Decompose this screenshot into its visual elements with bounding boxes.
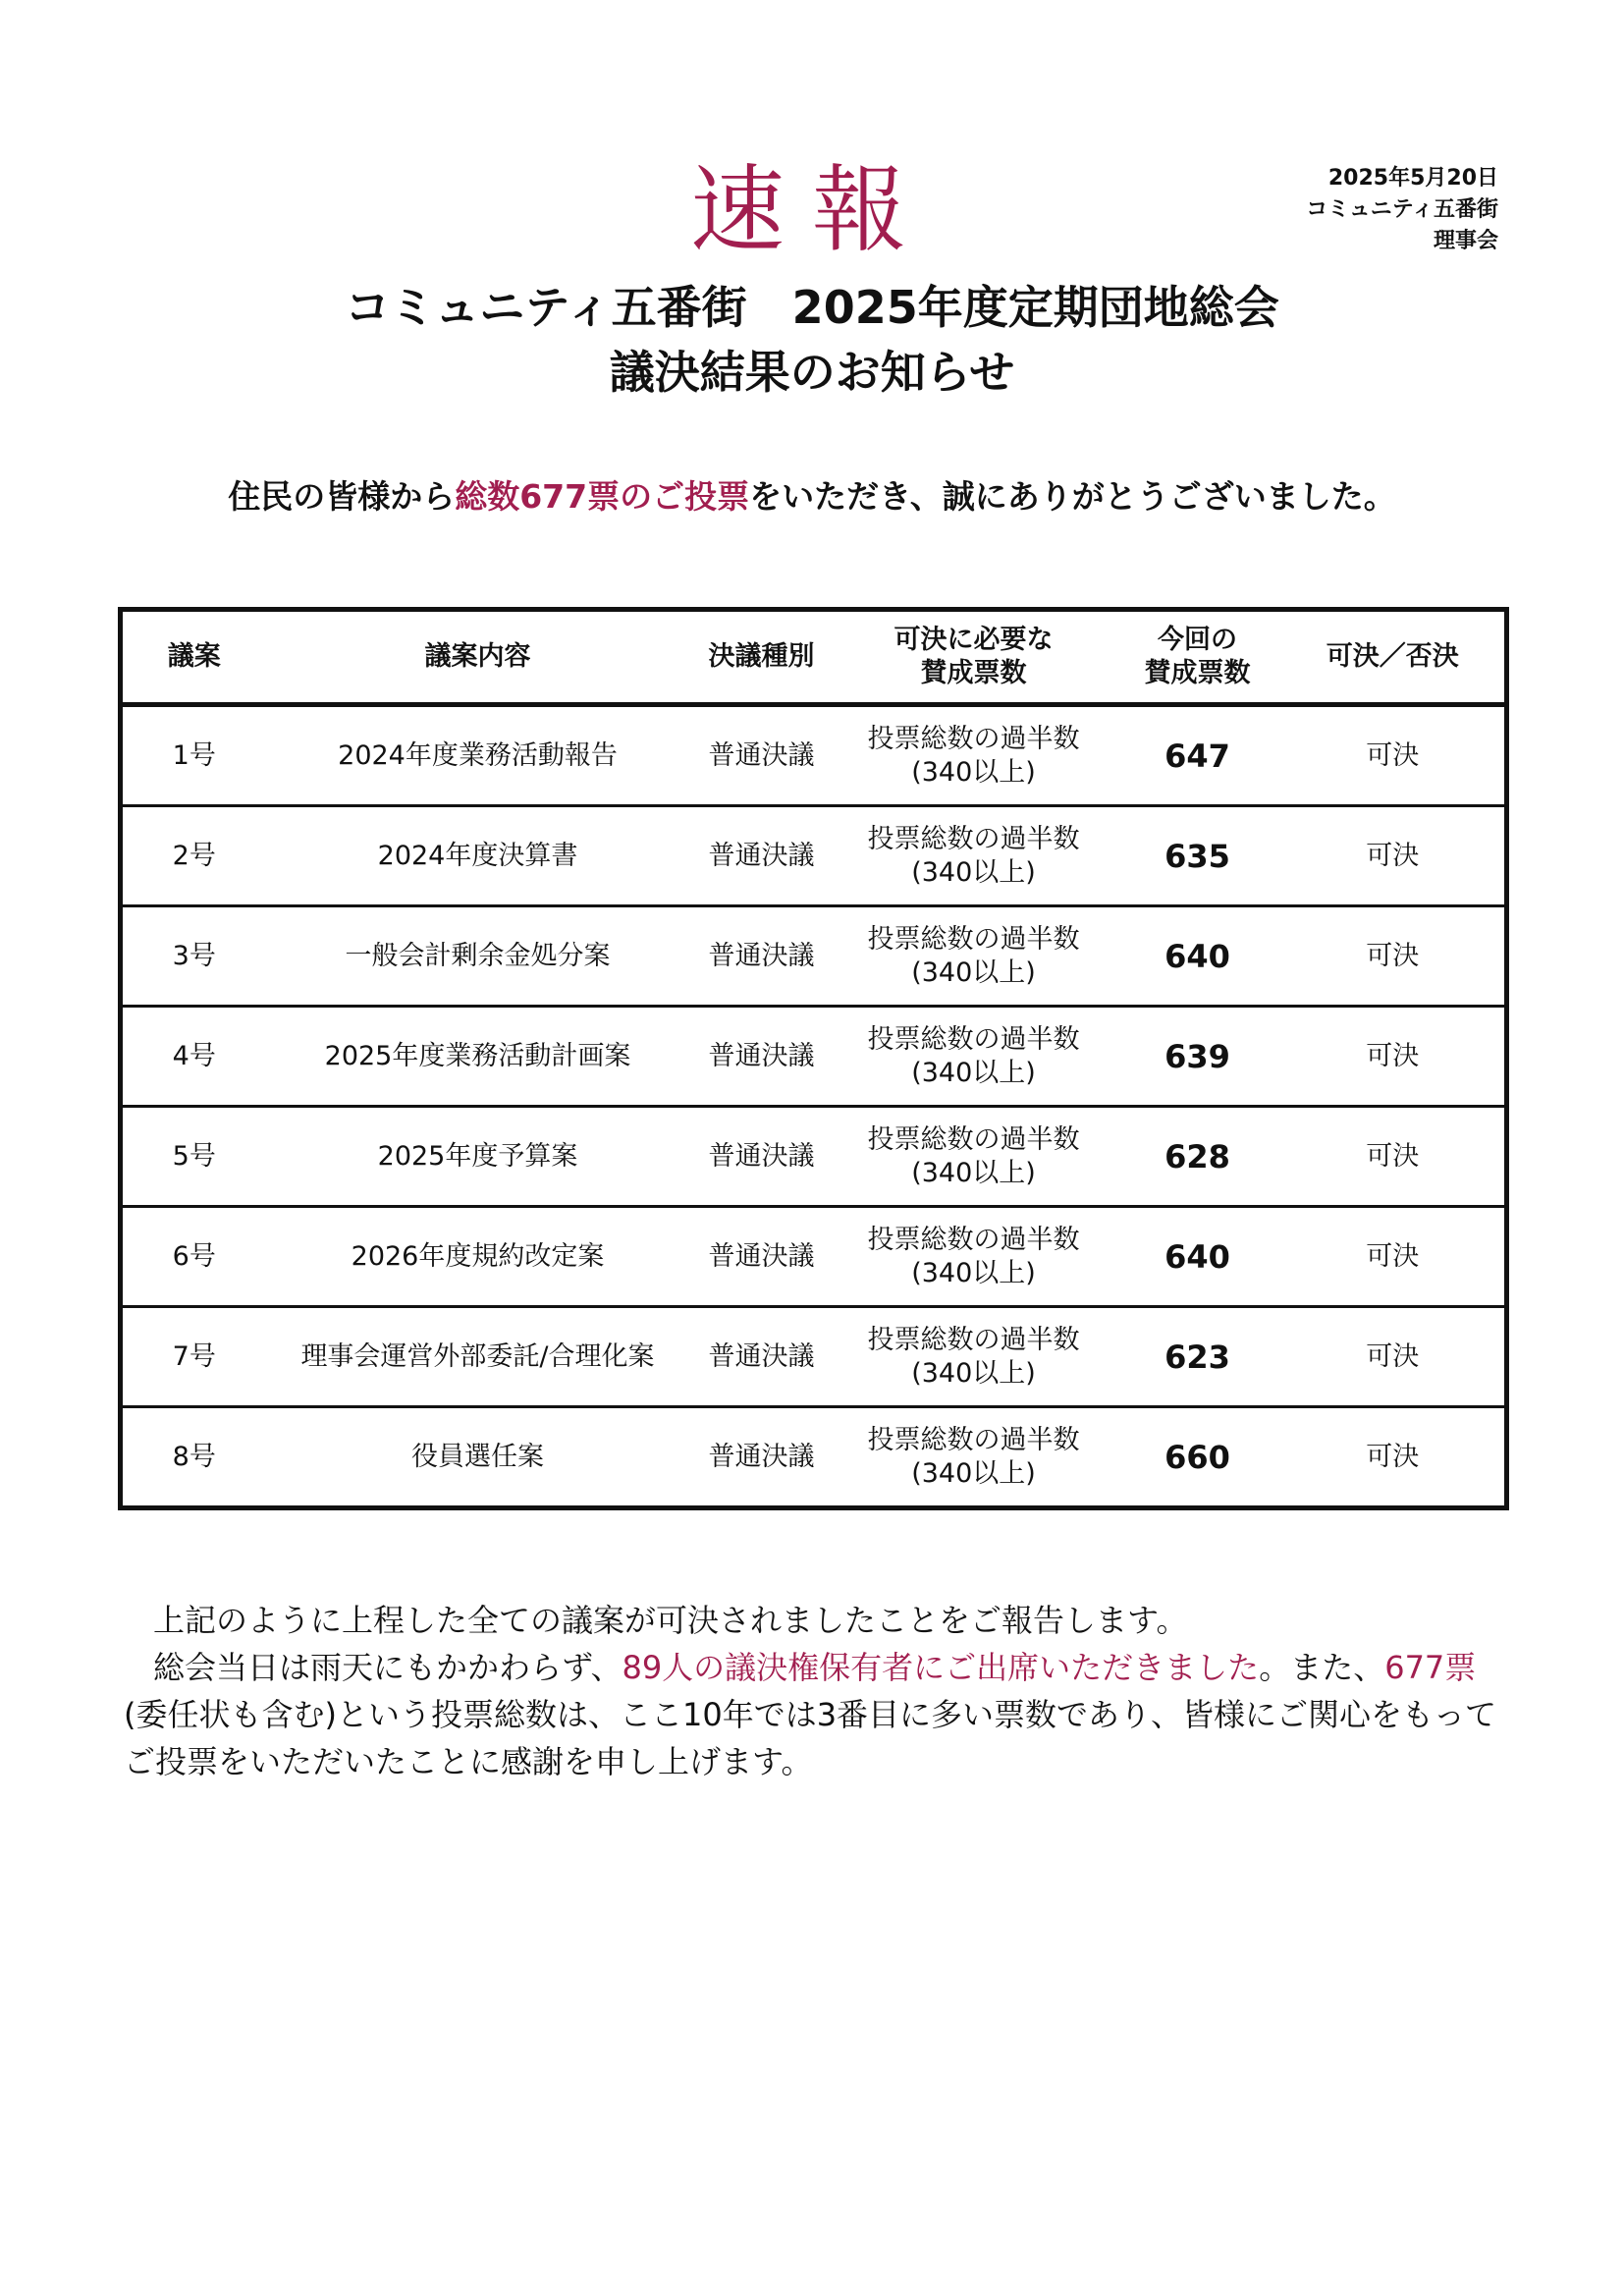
table-row xyxy=(121,1407,1507,1508)
required-votes-threshold: (340以上) xyxy=(911,756,1036,788)
row-content: 2024年度業務活動報告 xyxy=(266,705,690,806)
table-header-row xyxy=(121,610,1507,705)
header-required-line2: 賛成票数 xyxy=(920,658,1027,688)
thanks-before: 住民の皆様から xyxy=(228,477,456,516)
header-votes-line2: 賛成票数 xyxy=(1144,658,1251,688)
row-result: 可決 xyxy=(1281,906,1507,1007)
thanks-highlight: 総数677票のご投票 xyxy=(455,477,750,516)
required-votes-rule: 投票総数の過半数 xyxy=(867,823,1080,854)
required-votes-rule: 投票総数の過半数 xyxy=(867,1123,1080,1155)
thanks-after: をいただき、誠にありがとうございました。 xyxy=(749,477,1396,516)
report-p2-middle: 。また、 xyxy=(1259,1649,1385,1686)
row-number: 7号 xyxy=(121,1307,266,1407)
required-votes-threshold: (340以上) xyxy=(911,1457,1036,1489)
required-votes-rule: 投票総数の過半数 xyxy=(867,1224,1080,1255)
report-p2-before: 総会当日は雨天にもかかわらず、 xyxy=(153,1649,623,1686)
row-result: 可決 xyxy=(1281,1007,1507,1107)
row-content: 役員選任案 xyxy=(411,1441,544,1472)
row-votes: 639 xyxy=(1114,1007,1281,1107)
row-required-votes xyxy=(834,906,1114,1007)
row-resolution-type: 普通決議 xyxy=(690,705,834,806)
header-votes-line1: 今回の xyxy=(1158,625,1237,655)
row-resolution-type: 普通決議 xyxy=(690,1207,834,1307)
required-votes-threshold: (340以上) xyxy=(911,856,1036,888)
row-votes: 640 xyxy=(1114,906,1281,1007)
table-row xyxy=(121,1007,1507,1107)
row-number: 5号 xyxy=(121,1107,266,1207)
row-required-votes xyxy=(834,1407,1114,1508)
issue-date: 2025年5月20日 xyxy=(1327,166,1498,191)
row-required-votes xyxy=(834,806,1114,906)
header-result: 可決／否決 xyxy=(1281,610,1507,705)
row-number: 2号 xyxy=(121,806,266,906)
row-result: 可決 xyxy=(1281,705,1507,806)
header-number: 議案 xyxy=(121,610,266,705)
header-type: 決議種別 xyxy=(690,610,834,705)
required-votes-threshold: (340以上) xyxy=(911,1157,1036,1188)
row-required-votes xyxy=(834,1107,1114,1207)
report-paragraph-2 xyxy=(124,1644,1498,1785)
row-number: 6号 xyxy=(121,1207,266,1307)
table-row xyxy=(121,906,1507,1007)
row-result: 可決 xyxy=(1281,1107,1507,1207)
row-votes: 623 xyxy=(1114,1307,1281,1407)
report-votes-highlight: 677票 xyxy=(1384,1649,1477,1686)
resolution-results-table xyxy=(118,607,1509,1510)
report-paragraph-1: 上記のように上程した全ての議案が可決されましたことをご報告します。 xyxy=(153,1602,1188,1639)
row-resolution-type: 普通決議 xyxy=(690,1007,834,1107)
row-required-votes xyxy=(834,705,1114,806)
required-votes-threshold: (340以上) xyxy=(911,957,1036,988)
issuer-organization: コミュニティ五番街 xyxy=(1306,197,1498,222)
row-result: 可決 xyxy=(1366,1441,1420,1472)
row-result: 可決 xyxy=(1281,806,1507,906)
report-attendance-highlight: 89人の議決権保有者にご出席いただきました xyxy=(622,1649,1260,1686)
required-votes-threshold: (340以上) xyxy=(911,1257,1036,1288)
report-text xyxy=(124,1597,1498,1785)
required-votes-threshold: (340以上) xyxy=(911,1057,1036,1088)
row-resolution-type: 普通決議 xyxy=(690,906,834,1007)
row-votes: 647 xyxy=(1114,705,1281,806)
table-row xyxy=(121,1207,1507,1307)
row-votes: 628 xyxy=(1114,1107,1281,1207)
table-row xyxy=(121,1307,1507,1407)
headline: 速報 xyxy=(690,155,934,265)
table-row xyxy=(121,806,1507,906)
title-line-2: 議決結果のお知らせ xyxy=(609,346,1015,399)
row-number: 1号 xyxy=(121,705,266,806)
required-votes-rule: 投票総数の過半数 xyxy=(867,1424,1080,1455)
required-votes-rule: 投票総数の過半数 xyxy=(867,1023,1080,1055)
row-votes: 660 xyxy=(1164,1438,1230,1476)
row-resolution-type: 普通決議 xyxy=(708,1441,815,1472)
required-votes-threshold: (340以上) xyxy=(911,1357,1036,1389)
header-required-line1: 可決に必要な xyxy=(893,625,1054,655)
row-result: 可決 xyxy=(1281,1307,1507,1407)
row-number: 3号 xyxy=(121,906,266,1007)
document-title xyxy=(0,275,1624,405)
required-votes-rule: 投票総数の過半数 xyxy=(867,923,1080,955)
row-content: 2026年度規約改定案 xyxy=(266,1207,690,1307)
row-votes: 640 xyxy=(1114,1207,1281,1307)
row-content: 2025年度予算案 xyxy=(266,1107,690,1207)
required-votes-rule: 投票総数の過半数 xyxy=(867,723,1080,754)
report-p2-after: (委任状も含む)という投票総数は、ここ10年では3番目に多い票数であり、皆様にご関心をもってご投票をいただいたことに感謝を申し上げます。 xyxy=(124,1696,1497,1780)
issuer-body: 理事会 xyxy=(1433,229,1498,253)
row-result: 可決 xyxy=(1281,1207,1507,1307)
header-current-votes xyxy=(1114,610,1281,705)
row-resolution-type: 普通決議 xyxy=(690,1307,834,1407)
row-required-votes xyxy=(834,1007,1114,1107)
title-line-1: コミュニティ五番街 2025年度定期団地総会 xyxy=(345,281,1279,334)
required-votes-rule: 投票総数の過半数 xyxy=(867,1324,1080,1355)
row-number: 8号 xyxy=(172,1441,216,1472)
table-row xyxy=(121,705,1507,806)
row-content: 2025年度業務活動計画案 xyxy=(266,1007,690,1107)
row-content: 2024年度決算書 xyxy=(266,806,690,906)
thanks-message xyxy=(0,475,1624,519)
header-required-votes xyxy=(834,610,1114,705)
row-resolution-type: 普通決議 xyxy=(690,1107,834,1207)
table-row xyxy=(121,1107,1507,1207)
row-resolution-type: 普通決議 xyxy=(690,806,834,906)
row-required-votes xyxy=(834,1307,1114,1407)
header-content: 議案内容 xyxy=(266,610,690,705)
row-content: 理事会運営外部委託/合理化案 xyxy=(266,1307,690,1407)
row-required-votes xyxy=(834,1207,1114,1307)
row-votes: 635 xyxy=(1114,806,1281,906)
row-number: 4号 xyxy=(121,1007,266,1107)
row-content: 一般会計剰余金処分案 xyxy=(266,906,690,1007)
